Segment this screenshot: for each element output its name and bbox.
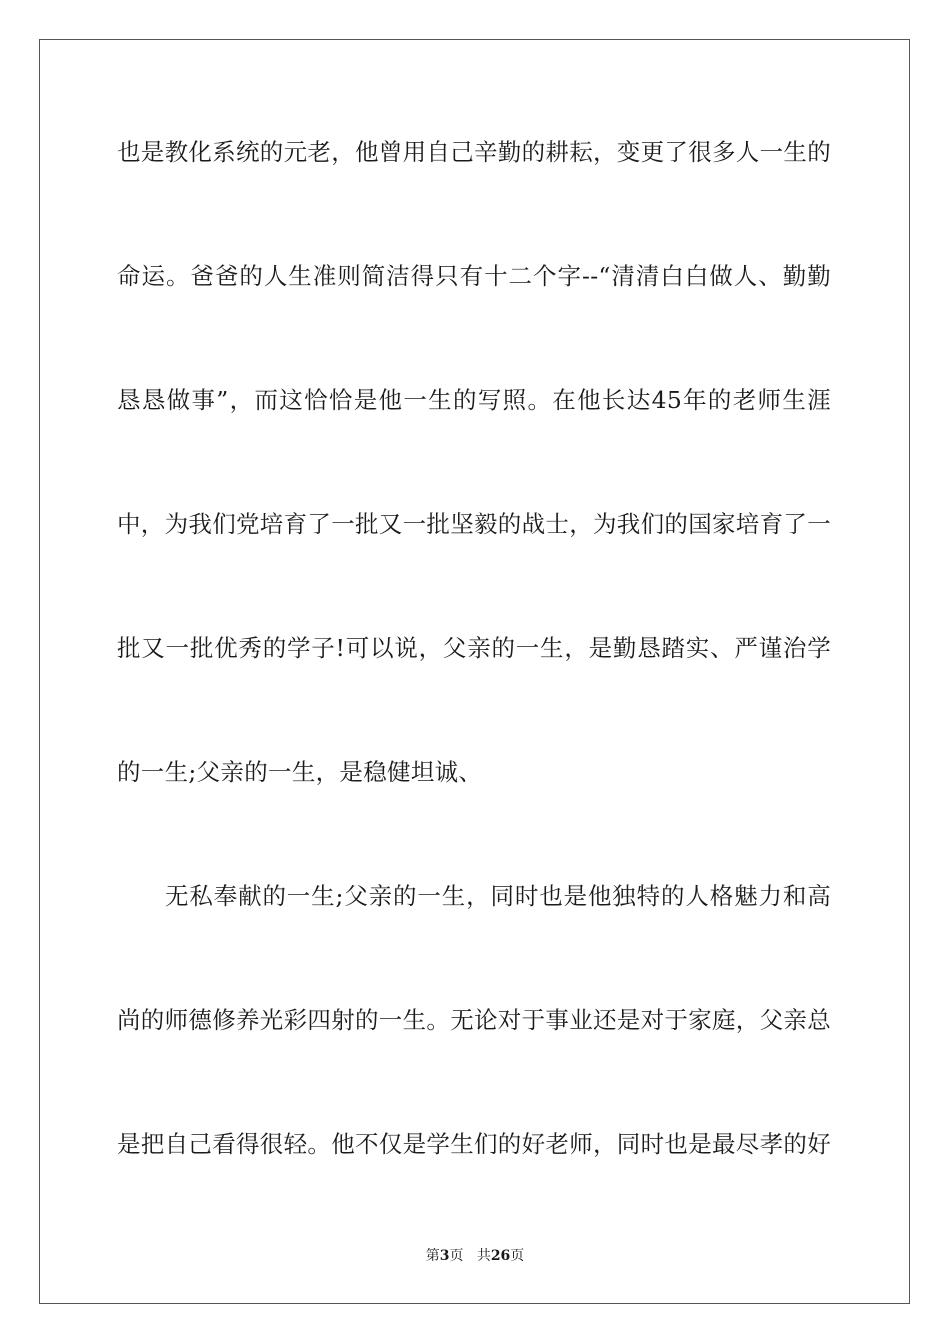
total-suffix: 页 (510, 1248, 525, 1264)
page-number: 3 (439, 1248, 450, 1264)
text-line-1: 也是教化系统的元老，他曾用自己辛勤的耕耘，变更了很多人一生的 (117, 138, 831, 166)
page-suffix: 页 (449, 1248, 464, 1264)
text-line-2: 命运。爸爸的人生准则简洁得只有十二个字--“清清白白做人、勤勤 (117, 262, 831, 290)
page-footer (0, 1246, 950, 1266)
page-border (39, 39, 910, 1304)
page-prefix: 第 (425, 1248, 440, 1264)
text-line-8: 尚的师德修养光彩四射的一生。无论对于事业还是对于家庭，父亲总 (117, 1006, 831, 1034)
text-line-4: 中，为我们党培育了一批又一批坚毅的战士，为我们的国家培育了一 (117, 510, 831, 538)
text-line-3: 恳恳做事”，而这恰恰是他一生的写照。在他长达45年的老师生涯 (117, 386, 831, 414)
text-line-6: 的一生;父亲的一生，是稳健坦诚、 (117, 758, 483, 786)
total-prefix: 共 (476, 1248, 491, 1264)
text-line-5: 批又一批优秀的学子!可以说，父亲的一生，是勤恳踏实、严谨治学 (117, 634, 831, 662)
text-line-9: 是把自己看得很轻。他不仅是学生们的好老师，同时也是最尽孝的好 (117, 1130, 831, 1158)
total-pages: 26 (490, 1248, 511, 1264)
text-line-7: 无私奉献的一生;父亲的一生，同时也是他独特的人格魅力和高 (165, 882, 831, 910)
